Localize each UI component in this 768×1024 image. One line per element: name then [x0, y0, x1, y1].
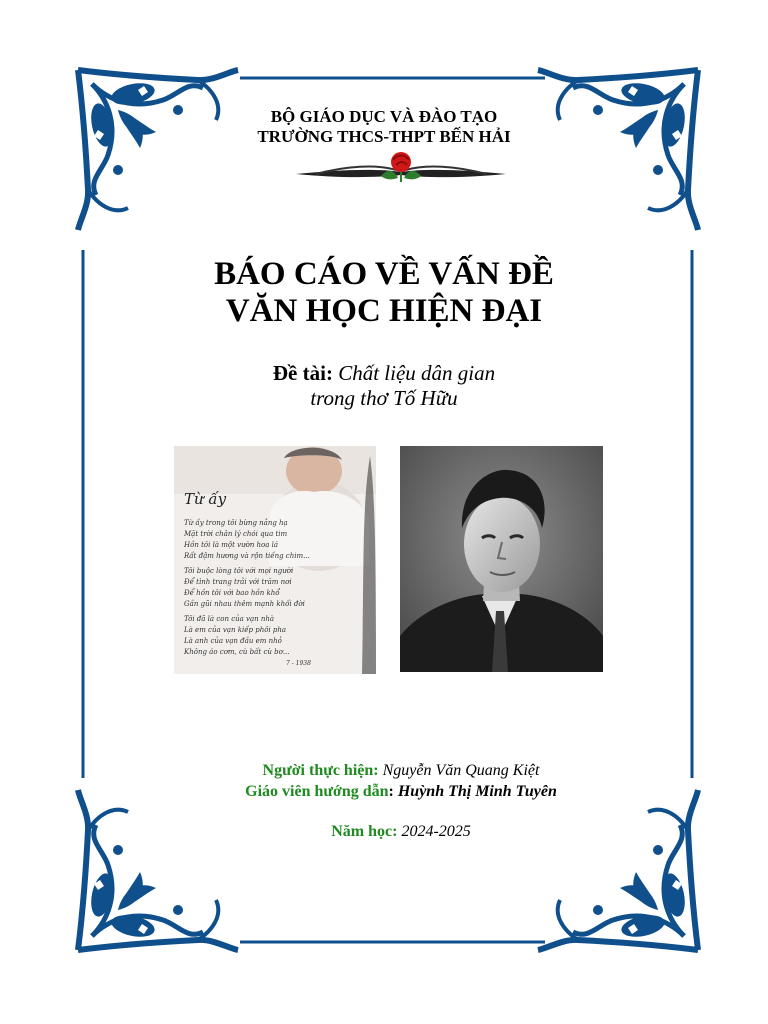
poem-photo [174, 446, 376, 674]
poem-line: Tôi đã là con của vạn nhà [184, 615, 275, 623]
poem-line: Gần gũi nhau thêm mạnh khối đời [184, 600, 305, 608]
poem-line: Không áo cơm, cù bất cù bơ... [184, 648, 290, 656]
school-name: TRƯỜNG THCS-THPT BẾN HẢI [257, 127, 511, 146]
school-year-label: Năm học: [331, 823, 398, 840]
poem-line: Tôi buộc lòng tôi với mọi người [184, 567, 294, 575]
poem-line: Để tình trang trải với trăm nơi [184, 578, 292, 586]
poem-line: Hồn tôi là một vườn hoa lá [184, 541, 279, 549]
subject-line-1 [0, 360, 768, 387]
school-year-line [0, 821, 768, 843]
ministry-name: BỘ GIÁO DỤC VÀ ĐÀO TẠO [270, 107, 498, 126]
poem-line: Rất đậm hương và rộn tiếng chim... [184, 552, 310, 560]
subject-text-2: trong thơ Tố Hữu [310, 386, 458, 410]
corner-ornament-bottom-left [78, 790, 238, 950]
subject-label: Đề tài: [272, 361, 333, 385]
report-title-line-2: VĂN HỌC HIỆN ĐẠI [225, 293, 543, 329]
teacher-colon: : [388, 783, 394, 800]
author-label: Người thực hiện: [262, 762, 379, 779]
subject-text-1: Chất liệu dân gian [338, 361, 496, 385]
teacher-line [0, 781, 768, 803]
report-title-line-1: BÁO CÁO VỀ VẤN ĐỀ [214, 256, 554, 292]
subject-line-2 [0, 385, 768, 412]
portrait-image [400, 446, 603, 672]
poem-line: Mặt trời chân lý chói qua tim [184, 530, 288, 538]
corner-ornament-top-right [538, 70, 698, 230]
author-line [0, 760, 768, 782]
poem-line: Là anh của vạn đầu em nhỏ [184, 637, 282, 645]
poem-line: Để hồn tôi với bao hồn khổ [184, 589, 280, 597]
rose-divider-icon [296, 148, 506, 186]
poem-line: Là em của vạn kiếp phôi pha [184, 626, 287, 634]
corner-ornament-top-left [78, 70, 238, 230]
corner-ornament-bottom-right [538, 790, 698, 950]
teacher-name: Huỳnh Thị Minh Tuyên [397, 783, 557, 800]
portrait-photo [400, 446, 603, 672]
teacher-label: Giáo viên hướng dẫn [245, 783, 389, 800]
school-year: 2024-2025 [401, 823, 471, 840]
author-name: Nguyễn Văn Quang Kiệt [382, 762, 540, 779]
poem-date: 7 - 1938 [286, 660, 311, 667]
poem-title: Từ ấy [184, 490, 227, 508]
poem-line: Từ ấy trong tôi bừng nắng hạ [184, 519, 288, 527]
